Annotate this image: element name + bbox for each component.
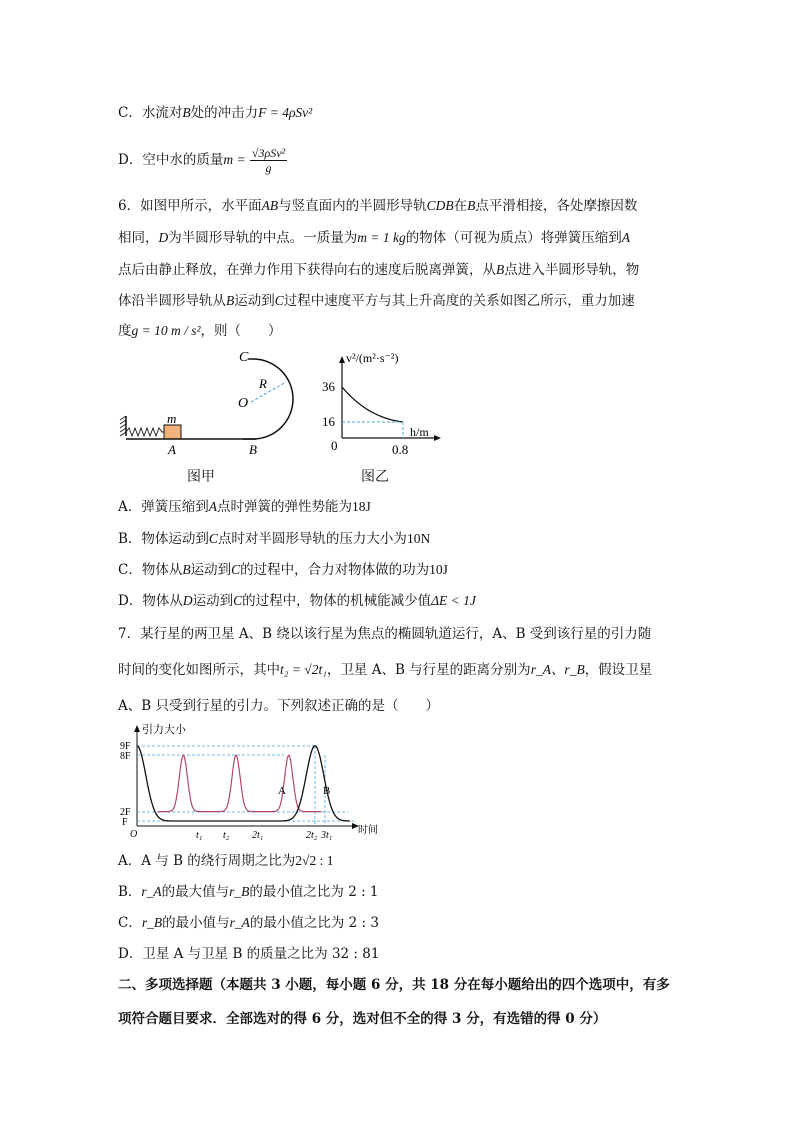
- chart-y-arrow: [134, 725, 140, 732]
- series-a-curve: [158, 755, 321, 811]
- chart-xlabel: 时间: [358, 825, 378, 836]
- label-B: B: [249, 442, 257, 457]
- semicircle-track: [243, 359, 293, 439]
- q6-option-b: B．物体运动到C点时对半圆形导轨的压力大小为10N: [118, 531, 431, 547]
- spring: [126, 428, 164, 436]
- q6-line-1: 6．如图甲所示，水平面AB与竖直面内的半圆形导轨CDB在B点平滑相接，各处摩擦因数: [118, 198, 638, 214]
- v2-h-curve: [342, 387, 403, 422]
- series-a-label: A: [278, 785, 286, 797]
- tick-0.8: 0.8: [392, 442, 409, 457]
- q6-line-3: 点后由静止释放，在弹力作用下获得向右的速度后脱离弹簧，从B点进入半圆形导轨，物: [118, 262, 640, 278]
- q6-line-5: 度g = 10 m / s²，则（ ）: [118, 323, 282, 339]
- q7-option-c: C．r_B的最小值与r_A的最小值之比为 2 : 3: [118, 915, 379, 931]
- tick-2t1: 2t₁: [252, 830, 264, 841]
- caption-yi: 图乙: [361, 469, 389, 485]
- q5-option-c: C．水流对B处的冲击力F = 4ρSv²: [118, 105, 313, 121]
- tick-2F: 2F: [120, 807, 131, 818]
- tick-36: 36: [322, 379, 335, 394]
- q7-option-b: B．r_A的最大值与r_B的最小值之比为 2 : 1: [118, 884, 379, 900]
- q7-line-2: 时间的变化如图所示，其中t₂ = √2t₁，卫星 A、B 与行星的距离分别为r_A、r_B，假设卫星: [118, 662, 653, 678]
- ylabel: v²/(m²·s⁻²): [346, 351, 399, 365]
- section-2-heading-line-1: 二、多项选择题（本题共 3 小题，每小题 6 分，共 18 分在每小题给出的四个选项中，有多: [118, 977, 670, 993]
- wall-hatch: [120, 416, 126, 436]
- section-2-heading-line-2: 项符合题目要求．全部选对的得 6 分，选对但不全的得 3 分，有选错的得 0 分）: [118, 1011, 607, 1027]
- block-m: [164, 425, 181, 439]
- series-b-curve: [137, 746, 350, 821]
- q6-line-4: 体沿半圆形导轨从B运动到C过程中速度平方与其上升高度的关系如图乙所示，重力加速: [118, 293, 635, 309]
- x-arrow: [434, 435, 441, 441]
- q6-option-c: C．物体从B运动到C的过程中，合力对物体做的功为10J: [118, 562, 448, 578]
- tick-2t2: 2t₂: [306, 830, 318, 841]
- q7-option-d: D．卫星 A 与卫星 B 的质量之比为 32 : 81: [118, 946, 380, 962]
- tick-F: F: [122, 817, 128, 828]
- label-A: A: [168, 442, 176, 457]
- tick-9F: 9F: [120, 741, 131, 752]
- tick-t1: t₁: [196, 830, 203, 841]
- q6-option-d: D．物体从D运动到C的过程中，物体的机械能减少值ΔE < 1J: [118, 593, 476, 609]
- figure-yi: [320, 350, 460, 462]
- tick-t2: t₂: [223, 830, 230, 841]
- tick-O: O: [130, 829, 138, 840]
- chart-ylabel: 引力大小: [142, 724, 186, 736]
- radius-line: [251, 382, 286, 402]
- force-time-chart: [118, 722, 388, 840]
- q5-option-d: D．空中水的质量m = $\frac{\text{√3ρSv²}}{g}$: [118, 146, 286, 175]
- label-m: m: [167, 411, 177, 426]
- q6-option-a: A．弹簧压缩到A点时弹簧的弹性势能为18J: [118, 499, 371, 515]
- y-arrow: [339, 356, 345, 363]
- tick-3t1: 3t₁: [321, 830, 333, 841]
- xlabel: h/m: [410, 425, 429, 439]
- label-O: O: [238, 396, 249, 411]
- q6-line-2: 相同，D为半圆形导轨的中点。一质量为m = 1 kg的物体（可视为质点）将弹簧压缩到A: [118, 230, 630, 246]
- tick-origin: 0: [331, 438, 338, 453]
- figure-jia: [118, 348, 308, 457]
- mass-fraction: $\frac{\text{√3ρSv²}}{g}$: [251, 146, 286, 175]
- label-R: R: [259, 376, 267, 391]
- tick-8F: 8F: [120, 751, 131, 762]
- tick-16: 16: [322, 414, 335, 429]
- caption-jia: 图甲: [187, 469, 215, 485]
- series-b-label: B: [323, 785, 331, 797]
- q7-line-3: A、B 只受到行星的引力。下列叙述正确的是（ ）: [118, 698, 439, 714]
- q7-line-1: 7．某行星的两卫星 A、B 绕以该行星为焦点的椭圆轨道运行，A、B 受到该行星的引力随: [118, 626, 652, 642]
- q7-option-a: A．A 与 B 的绕行周期之比为2√2 : 1: [118, 853, 334, 869]
- label-C: C: [239, 350, 249, 365]
